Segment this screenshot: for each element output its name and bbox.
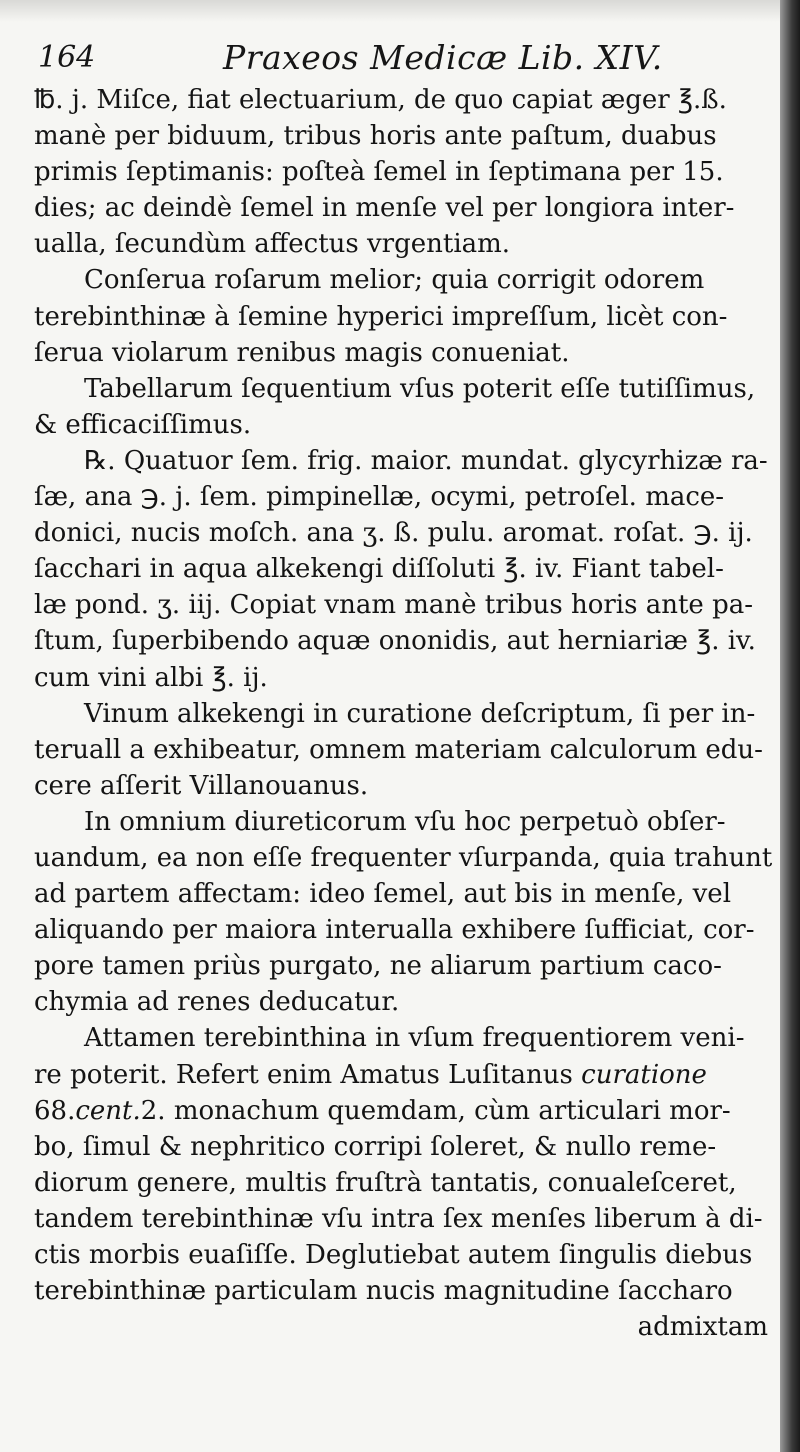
text-line-content: ualla, ſecundùm affectus vrgentiam. [34, 229, 511, 260]
text-line [34, 82, 772, 118]
text-line-content: Conſerua roſarum melior; quia corrigit odorem [84, 265, 705, 296]
text-line-content: ſerua violarum renibus magis conueniat. [34, 337, 570, 368]
italic-reference: curatione [581, 1059, 707, 1090]
text-line [34, 587, 772, 623]
text-line-content: Tabellarum ſequentium vſus poterit eſſe tutiſſimus, [84, 373, 756, 404]
text-line [34, 1201, 772, 1237]
text-line-content: læ pond. ʒ. iij. Copiat vnam manè tribus horis ante pa- [34, 590, 753, 621]
text-line-content: re poterit. Refert enim Amatus Luſitanus [34, 1059, 573, 1090]
text-line [34, 623, 772, 659]
text-line-content: & efficaciſſimus. [34, 409, 252, 440]
text-line [34, 1273, 772, 1309]
text-line-content: ſtum, ſuperbibendo aquæ ononidis, aut herniariæ ℥. iv. [34, 626, 756, 657]
text-line-content: tandem terebinthinæ vſu intra ſex menſes liberum à di- [34, 1203, 763, 1234]
text-line [34, 226, 772, 262]
text-line [34, 479, 772, 515]
italic-abbreviation: cent. [75, 1095, 141, 1126]
text-line [34, 118, 772, 154]
running-head: Praxeos Medicæ Lib. XIV. [223, 38, 663, 77]
text-line-content: ad partem affectam: ideo ſemel, aut bis in menſe, vel [34, 879, 732, 910]
text-line-content: 68. [34, 1095, 76, 1126]
text-line-content: aliquando per maiora interualla exhibere ſufficiat, cor- [34, 915, 755, 946]
text-line [34, 190, 772, 226]
text-line [34, 1057, 772, 1093]
text-line-content: ctis morbis euaſiſſe. Deglutiebat autem ſingulis diebus [34, 1240, 753, 1270]
text-line [34, 804, 772, 840]
text-line [34, 262, 772, 298]
text-line [34, 1165, 772, 1201]
text-line-content: manè per biduum, tribus horis ante paſtum, duabus [34, 121, 717, 152]
text-line-content: ſæ, ana ℈. j. ſem. pimpinellæ, ocymi, petroſel. mace- [34, 482, 725, 513]
text-line-continuation: 2. monachum quemdam, cùm articulari mor- [140, 1095, 731, 1126]
text-line [34, 984, 772, 1020]
text-line [34, 876, 772, 912]
text-line-content: dies; ac deindè ſemel in menſe vel per longiora inter- [34, 193, 735, 224]
text-line [34, 840, 773, 876]
text-line [34, 407, 772, 443]
text-line-content: teruall a exhibeatur, omnem materiam calculorum edu- [34, 734, 763, 765]
text-line-content: primis ſeptimanis: poſteà ſemel in ſeptimana per 15. [34, 157, 724, 188]
text-line-content: ſacchari in aqua alkekengi diſſoluti ℥. iv. Fiant tabel- [34, 554, 724, 585]
text-line [34, 696, 772, 732]
page-number: 164 [38, 40, 96, 75]
text-line-content: admixtam [637, 1312, 768, 1343]
text-line-content: Vinum alkekengi in curatione deſcriptum, ſi per in- [84, 698, 756, 729]
text-line-content: uandum, ea non eſſe frequenter vſurpanda, quia trahunt [34, 842, 773, 873]
text-line [34, 1020, 772, 1056]
book-gutter-shadow [780, 0, 800, 1452]
text-line [34, 1309, 772, 1345]
body-text [34, 82, 772, 1345]
text-line-content: chymia ad renes deducatur. [34, 987, 400, 1018]
text-line-content: cere aſſerit Villanouanus. [34, 770, 369, 801]
text-line-content: Attamen terebinthina in vſum frequentiorem veni- [84, 1023, 745, 1054]
text-line [34, 154, 772, 190]
text-line-content: cum vini albi ℥. ij. [34, 662, 268, 693]
text-line [34, 660, 772, 696]
text-line-content: pore tamen priùs purgato, ne aliarum partium caco- [34, 951, 722, 982]
text-line-content: diorum genere, multis fruſtrà tantatis, conualeſceret, [34, 1167, 737, 1198]
text-line [34, 768, 772, 804]
text-line [34, 912, 772, 948]
text-line-content: ℞. Quatuor ſem. frig. maior. mundat. glycyrhizæ ra- [84, 445, 768, 476]
text-line [34, 299, 772, 335]
text-line [34, 371, 772, 407]
text-line [34, 515, 772, 551]
text-line-content: terebinthinæ particulam nucis magnitudine ſaccharo [34, 1276, 733, 1307]
text-line [34, 335, 772, 371]
text-line-content: donici, nucis moſch. ana ʒ. ß. pulu. aromat. roſat. ℈. ij. [34, 518, 753, 549]
text-line [34, 948, 772, 984]
text-line [34, 443, 772, 479]
text-line-content: terebinthinæ à ſemine hyperici impreſſum, licèt con- [34, 301, 728, 332]
page-top-shadow [0, 0, 780, 22]
text-line [34, 732, 772, 768]
text-line [34, 1129, 772, 1165]
text-line-content: bo, ſimul & nephritico corripi ſoleret, & nullo reme- [34, 1131, 717, 1162]
text-line-content: In omnium diureticorum vſu hoc perpetuò obſer- [84, 806, 726, 837]
text-line-content: ℔. j. Miſce, fiat electuarium, de quo capiat æger ℥.ß. [34, 85, 727, 115]
text-line [34, 551, 772, 587]
text-line [34, 1237, 772, 1273]
text-line [34, 1093, 772, 1129]
page-header [38, 38, 758, 82]
